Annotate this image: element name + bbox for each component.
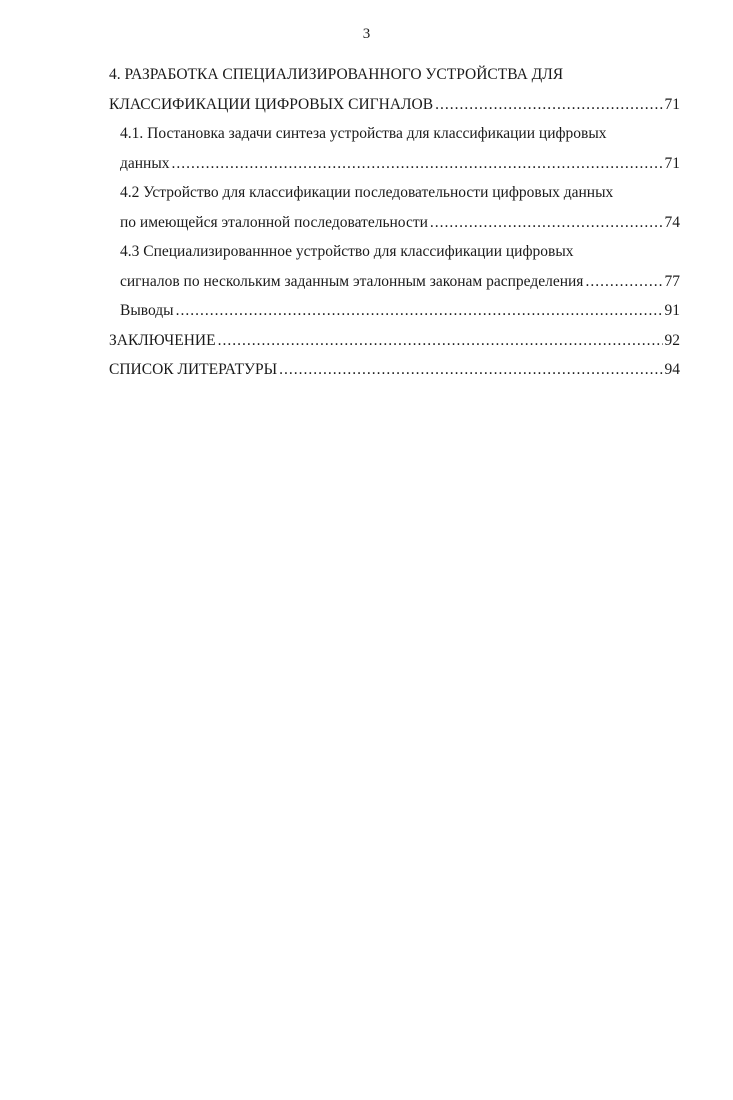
toc-page-number: 92	[664, 331, 680, 349]
toc-line	[109, 119, 680, 149]
toc-leader-dots	[585, 267, 662, 297]
toc-entry-section-4-3	[109, 237, 680, 296]
toc-page-number: 91	[664, 302, 680, 319]
toc-line	[109, 208, 680, 238]
toc-page-number: 74	[664, 213, 680, 231]
toc-entry-title: по имеющейся эталонной последовательности	[120, 213, 428, 231]
toc-line	[109, 296, 680, 326]
toc-leader-dots	[279, 355, 662, 385]
toc-entry-title: 4.3 Специализированнное устройство для классификации цифровых	[120, 243, 574, 260]
toc-entry-section-4-1	[109, 119, 680, 178]
toc-line	[109, 326, 680, 356]
page-number: 3	[362, 26, 371, 42]
toc-entry-conclusion	[109, 326, 680, 356]
toc-leader-dots	[430, 208, 663, 238]
toc-entry-conclusions	[109, 296, 680, 326]
toc-entry-title: СПИСОК ЛИТЕРАТУРЫ	[109, 361, 278, 378]
toc-entry-references	[109, 355, 680, 385]
toc-entry-title: ЗАКЛЮЧЕНИЕ	[109, 331, 216, 349]
table-of-contents	[109, 60, 680, 385]
toc-entry-title: данных	[120, 154, 170, 172]
toc-line	[109, 178, 680, 208]
toc-entry-title: КЛАССИФИКАЦИИ ЦИФРОВЫХ СИГНАЛОВ	[109, 95, 434, 113]
toc-line	[109, 355, 680, 385]
toc-entry-title: Выводы	[120, 302, 174, 319]
toc-leader-dots	[218, 326, 663, 356]
toc-leader-dots	[435, 90, 662, 120]
toc-entry-title: 4.2 Устройство для классификации последовательности цифровых данных	[120, 184, 614, 201]
toc-line	[109, 149, 680, 179]
toc-entry-title: 4.1. Постановка задачи синтеза устройства для классификации цифровых	[120, 125, 607, 142]
toc-leader-dots	[176, 296, 663, 326]
toc-page-number: 94	[664, 361, 680, 378]
toc-entry-title: сигналов по нескольким заданным эталонным законам распределения	[120, 272, 584, 290]
toc-entry-section-4-2	[109, 178, 680, 237]
toc-page-number: 77	[664, 272, 680, 290]
toc-line	[109, 60, 680, 90]
toc-entry-chapter-4	[109, 60, 680, 119]
toc-leader-dots	[172, 149, 663, 179]
toc-line	[109, 267, 680, 297]
toc-entry-title: 4. РАЗРАБОТКА СПЕЦИАЛИЗИРОВАННОГО УСТРОЙСТВА ДЛЯ	[109, 66, 564, 83]
toc-line	[109, 237, 680, 267]
toc-line	[109, 90, 680, 120]
toc-page-number: 71	[664, 154, 680, 172]
toc-page-number: 71	[664, 95, 680, 113]
